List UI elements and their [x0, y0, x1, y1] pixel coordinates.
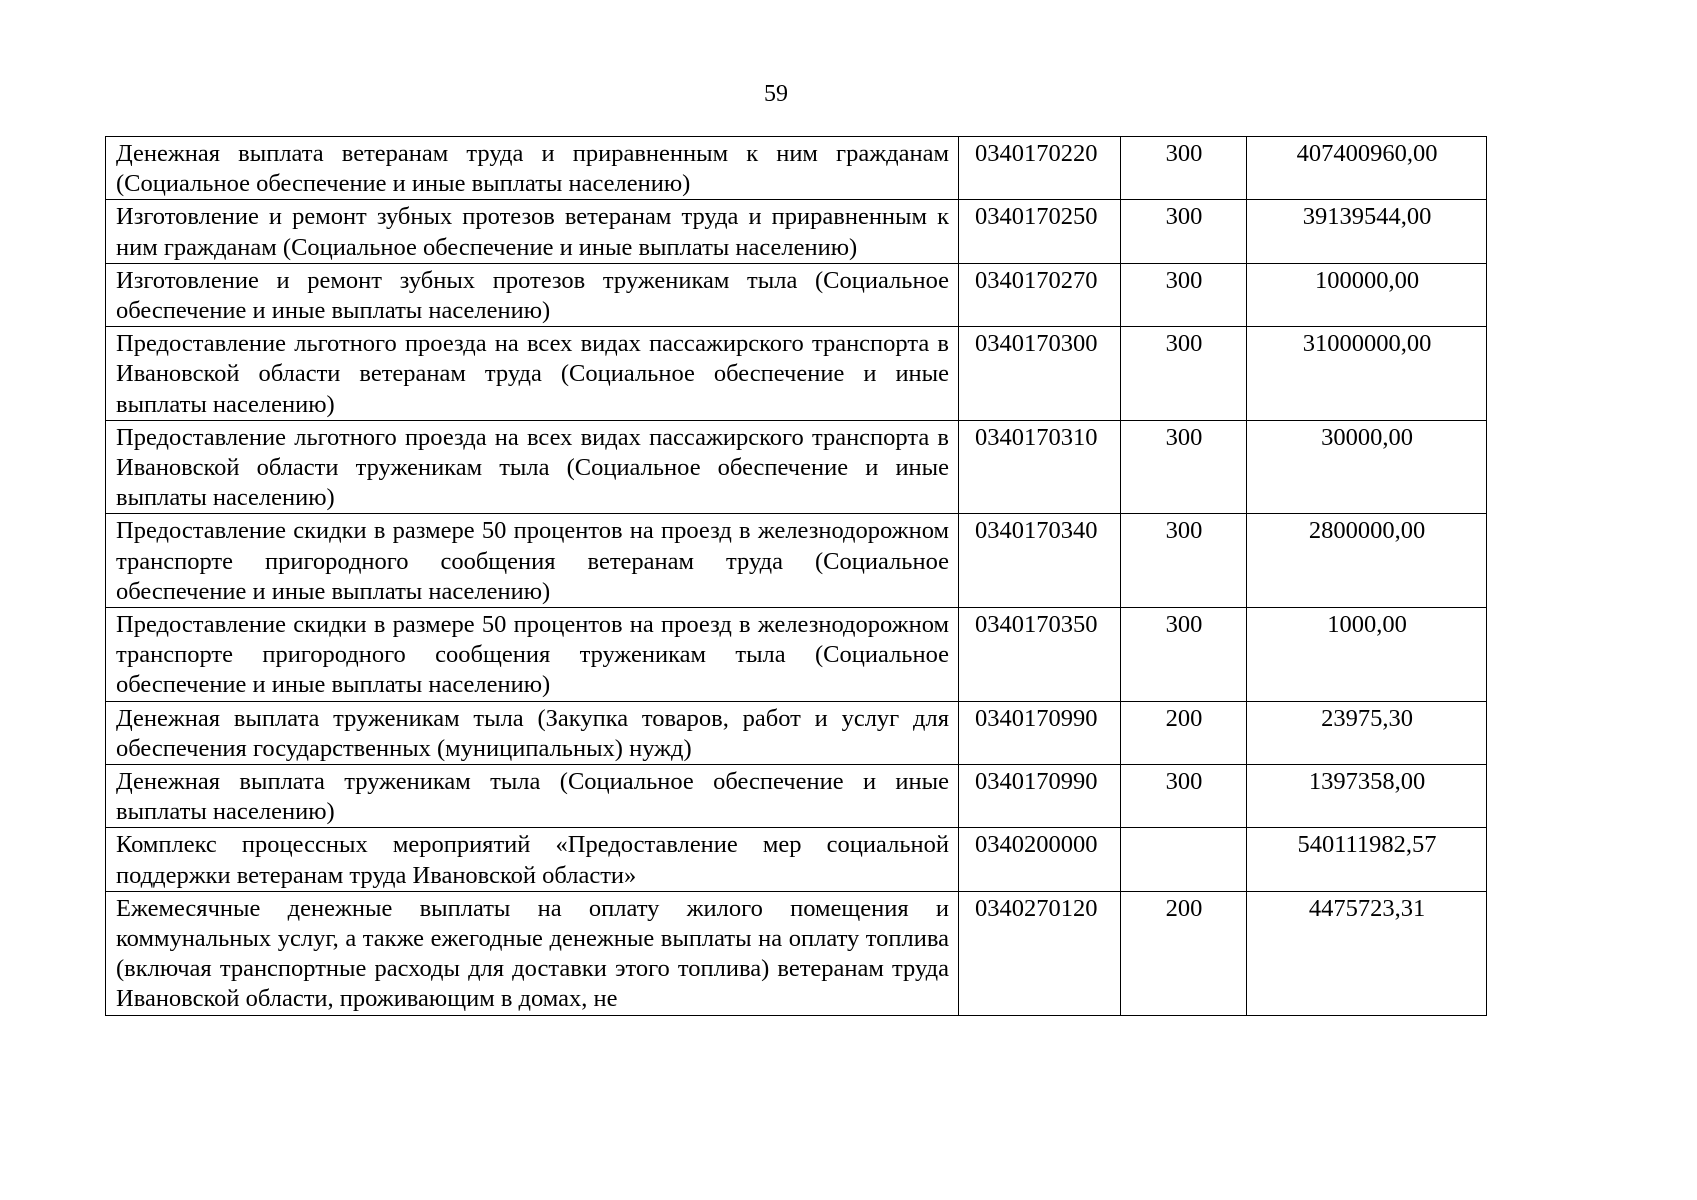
row-expense-type: 300 [1121, 137, 1247, 200]
row-description: Денежная выплата труженикам тыла (Социальное обеспечение и иные выплаты населению) [106, 765, 959, 828]
row-description: Ежемесячные денежные выплаты на оплату жилого помещения и коммунальных услуг, а также ежегодные денежные выплаты на оплату топлива (включая транспортные расходы для доставки этого топлива) ветеранам труда Ивановской области, проживающим в домах, не [106, 891, 959, 1015]
row-amount: 31000000,00 [1247, 327, 1487, 421]
table-row [106, 514, 1487, 608]
budget-table [105, 136, 1487, 1016]
table-row [106, 608, 1487, 702]
row-amount: 2800000,00 [1247, 514, 1487, 608]
row-amount: 407400960,00 [1247, 137, 1487, 200]
row-description: Предоставление скидки в размере 50 процентов на проезд в железнодорожном транспорте пригородного сообщения труженикам тыла (Социальное обеспечение и иные выплаты населению) [106, 608, 959, 702]
row-description: Комплекс процессных мероприятий «Предоставление мер социальной поддержки ветеранам труда Ивановской области» [106, 828, 959, 891]
table-row [106, 828, 1487, 891]
table-row [106, 200, 1487, 263]
row-expense-type [1121, 828, 1247, 891]
page-number: 59 [764, 81, 788, 107]
row-amount: 39139544,00 [1247, 200, 1487, 263]
row-expense-type: 300 [1121, 200, 1247, 263]
table-row [106, 701, 1487, 764]
row-target-code: 0340170990 [959, 765, 1121, 828]
table-row [106, 263, 1487, 326]
row-description: Изготовление и ремонт зубных протезов труженикам тыла (Социальное обеспечение и иные выплаты населению) [106, 263, 959, 326]
row-amount: 1397358,00 [1247, 765, 1487, 828]
table-row [106, 327, 1487, 421]
row-target-code: 0340170250 [959, 200, 1121, 263]
row-target-code: 0340270120 [959, 891, 1121, 1015]
row-target-code: 0340200000 [959, 828, 1121, 891]
row-amount: 100000,00 [1247, 263, 1487, 326]
row-description: Денежная выплата ветеранам труда и приравненным к ним гражданам (Социальное обеспечение и иные выплаты населению) [106, 137, 959, 200]
row-expense-type: 200 [1121, 701, 1247, 764]
row-expense-type: 300 [1121, 608, 1247, 702]
row-description: Денежная выплата труженикам тыла (Закупка товаров, работ и услуг для обеспечения государственных (муниципальных) нужд) [106, 701, 959, 764]
row-description: Изготовление и ремонт зубных протезов ветеранам труда и приравненным к ним гражданам (Социальное обеспечение и иные выплаты населению) [106, 200, 959, 263]
row-expense-type: 300 [1121, 420, 1247, 514]
row-expense-type: 300 [1121, 765, 1247, 828]
table-row [106, 891, 1487, 1015]
row-description: Предоставление льготного проезда на всех видах пассажирского транспорта в Ивановской области ветеранам труда (Социальное обеспечение и иные выплаты населению) [106, 327, 959, 421]
row-description: Предоставление скидки в размере 50 процентов на проезд в железнодорожном транспорте пригородного сообщения ветеранам труда (Социальное обеспечение и иные выплаты населению) [106, 514, 959, 608]
row-amount: 23975,30 [1247, 701, 1487, 764]
row-target-code: 0340170270 [959, 263, 1121, 326]
row-amount: 1000,00 [1247, 608, 1487, 702]
row-target-code: 0340170300 [959, 327, 1121, 421]
row-amount: 4475723,31 [1247, 891, 1487, 1015]
row-target-code: 0340170310 [959, 420, 1121, 514]
row-expense-type: 300 [1121, 263, 1247, 326]
row-expense-type: 200 [1121, 891, 1247, 1015]
row-target-code: 0340170220 [959, 137, 1121, 200]
table-row [106, 137, 1487, 200]
row-description: Предоставление льготного проезда на всех видах пассажирского транспорта в Ивановской области труженикам тыла (Социальное обеспечение и иные выплаты населению) [106, 420, 959, 514]
row-expense-type: 300 [1121, 327, 1247, 421]
row-target-code: 0340170340 [959, 514, 1121, 608]
row-target-code: 0340170350 [959, 608, 1121, 702]
table-row [106, 765, 1487, 828]
row-target-code: 0340170990 [959, 701, 1121, 764]
row-amount: 30000,00 [1247, 420, 1487, 514]
row-amount: 540111982,57 [1247, 828, 1487, 891]
table-row [106, 420, 1487, 514]
row-expense-type: 300 [1121, 514, 1247, 608]
